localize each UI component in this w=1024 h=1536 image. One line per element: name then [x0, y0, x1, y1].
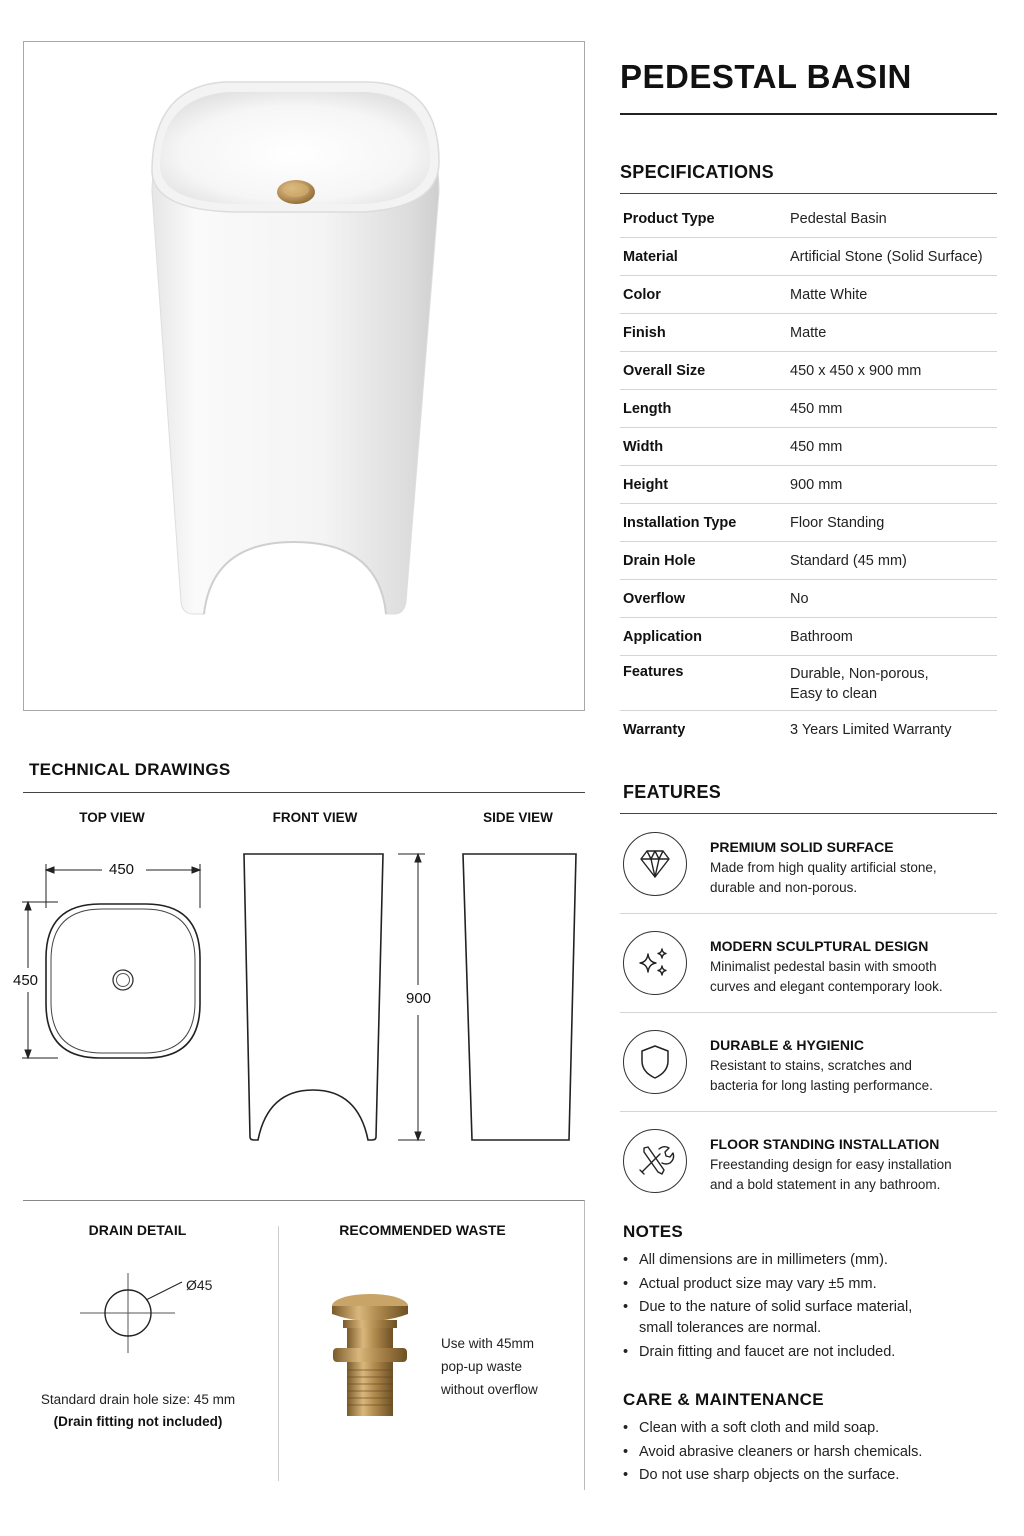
specifications-table [620, 201, 997, 749]
list-item: • Drain fitting and faucet are not included. [623, 1342, 912, 1363]
basin-illustration [24, 42, 586, 712]
spec-row [620, 504, 997, 542]
front-view-label: FRONT VIEW [272, 810, 358, 825]
drain-caption: Standard drain hole size: 45 mm [40, 1392, 236, 1407]
spec-label: Finish [623, 324, 666, 341]
spec-label: Product Type [623, 211, 715, 227]
depth-dimension: 450 [13, 972, 39, 989]
feature-title: DURABLE & HYGIENIC [710, 1037, 865, 1053]
spec-row [620, 656, 997, 711]
spec-label: Length [623, 400, 672, 417]
spec-value: Pedestal Basin [790, 211, 887, 227]
spec-row [620, 352, 997, 390]
spec-row [620, 314, 997, 352]
list-item: • Avoid abrasive cleaners or harsh chemicals. [623, 1442, 922, 1463]
care-list [623, 1418, 922, 1489]
spec-row [620, 390, 997, 428]
spec-label: Application [623, 628, 702, 645]
spec-value: Matte White [790, 286, 868, 303]
technical-drawings-heading: TECHNICAL DRAWINGS [29, 760, 231, 779]
drain-note: (Drain fitting not included) [53, 1414, 223, 1429]
spec-row [620, 276, 997, 314]
spec-label: Overflow [623, 590, 686, 607]
drain-diameter: Ø45 [186, 1277, 213, 1293]
side-view-outline [463, 854, 576, 1140]
height-dimension: 900 [406, 990, 432, 1007]
spec-value: Floor Standing [790, 514, 885, 531]
spec-value: Standard (45 mm) [790, 552, 907, 569]
diamond-icon [623, 832, 687, 896]
spec-row [620, 201, 997, 238]
sparkles-icon [623, 931, 687, 995]
side-view-label: SIDE VIEW [483, 810, 553, 825]
spec-label: Material [623, 248, 678, 265]
spec-label: Warranty [623, 722, 686, 738]
spec-value: Bathroom [790, 628, 853, 645]
spec-label: Installation Type [623, 514, 737, 531]
spec-row [620, 580, 997, 618]
spec-row [620, 428, 997, 466]
feature-description: Resistant to stains, scratches and bacteria for long lasting performance. [710, 1058, 933, 1093]
front-view-outline [244, 854, 383, 1140]
recommended-waste-heading: RECOMMENDED WASTE [339, 1222, 506, 1238]
title-divider [620, 113, 997, 115]
notes-list [623, 1250, 912, 1365]
list-item: • Actual product size may vary ±5 mm. [623, 1274, 912, 1295]
list-item: • Do not use sharp objects on the surface. [623, 1465, 922, 1486]
care-heading: CARE & MAINTENANCE [623, 1390, 824, 1409]
width-dimension: 450 [109, 861, 135, 878]
top-view-label: TOP VIEW [79, 810, 145, 825]
product-image [23, 41, 585, 711]
spec-label: Drain Hole [623, 552, 696, 569]
spec-row [620, 466, 997, 504]
feature-item [620, 815, 997, 914]
spec-label: Color [623, 286, 661, 303]
feature-description: Made from high quality artificial stone, durable and non-porous. [710, 860, 937, 895]
spec-value: Matte [790, 324, 827, 341]
spec-value: 450 mm [790, 400, 843, 417]
spec-row [620, 542, 997, 580]
specifications-heading: SPECIFICATIONS [620, 162, 774, 182]
spec-value: Artificial Stone (Solid Surface) [790, 248, 983, 265]
technical-drawings [0, 840, 600, 1160]
recommended-waste-text: Use with 45mm pop-up waste without overflow [441, 1336, 538, 1397]
spec-label: Features [623, 664, 684, 680]
features-divider [620, 813, 997, 814]
shield-icon [623, 1030, 687, 1094]
spec-label: Height [623, 476, 669, 493]
details-divider [278, 1226, 279, 1481]
notes-heading: NOTES [623, 1222, 684, 1241]
feature-item [620, 914, 997, 1013]
spec-value: Durable, Non-porous, Easy to clean [790, 666, 929, 702]
list-item: • Clean with a soft cloth and mild soap. [623, 1418, 922, 1439]
features-heading: FEATURES [623, 782, 722, 802]
spec-row [620, 711, 997, 749]
spec-row [620, 618, 997, 656]
feature-description: Minimalist pedestal basin with smooth curves and elegant contemporary look. [710, 959, 943, 994]
feature-description: Freestanding design for easy installation and a bold statement in any bathroom. [710, 1157, 952, 1192]
technical-drawings-divider [23, 792, 585, 793]
spec-value: 450 mm [790, 438, 843, 455]
spec-value: 900 mm [790, 476, 843, 493]
page-title: PEDESTAL BASIN [620, 58, 912, 95]
spec-label: Overall Size [623, 362, 706, 379]
drain-detail-heading: DRAIN DETAIL [88, 1222, 187, 1238]
list-item: • Due to the nature of solid surface material, small tolerances are normal. [623, 1297, 912, 1339]
spec-value: No [790, 590, 809, 607]
spec-value: 450 x 450 x 900 mm [790, 362, 922, 379]
spec-label: Width [623, 438, 664, 455]
spec-value: 3 Years Limited Warranty [790, 722, 952, 738]
feature-title: PREMIUM SOLID SURFACE [710, 839, 894, 855]
feature-title: MODERN SCULPTURAL DESIGN [710, 938, 929, 954]
top-view-outline [46, 904, 200, 1058]
feature-item [620, 1013, 997, 1112]
pop-up-waste-image [325, 1290, 415, 1490]
feature-title: FLOOR STANDING INSTALLATION [710, 1136, 940, 1152]
list-item: • All dimensions are in millimeters (mm). [623, 1250, 912, 1271]
spec-row [620, 238, 997, 276]
tools-icon [623, 1129, 687, 1193]
feature-item [620, 1112, 997, 1211]
specifications-divider [620, 193, 997, 194]
